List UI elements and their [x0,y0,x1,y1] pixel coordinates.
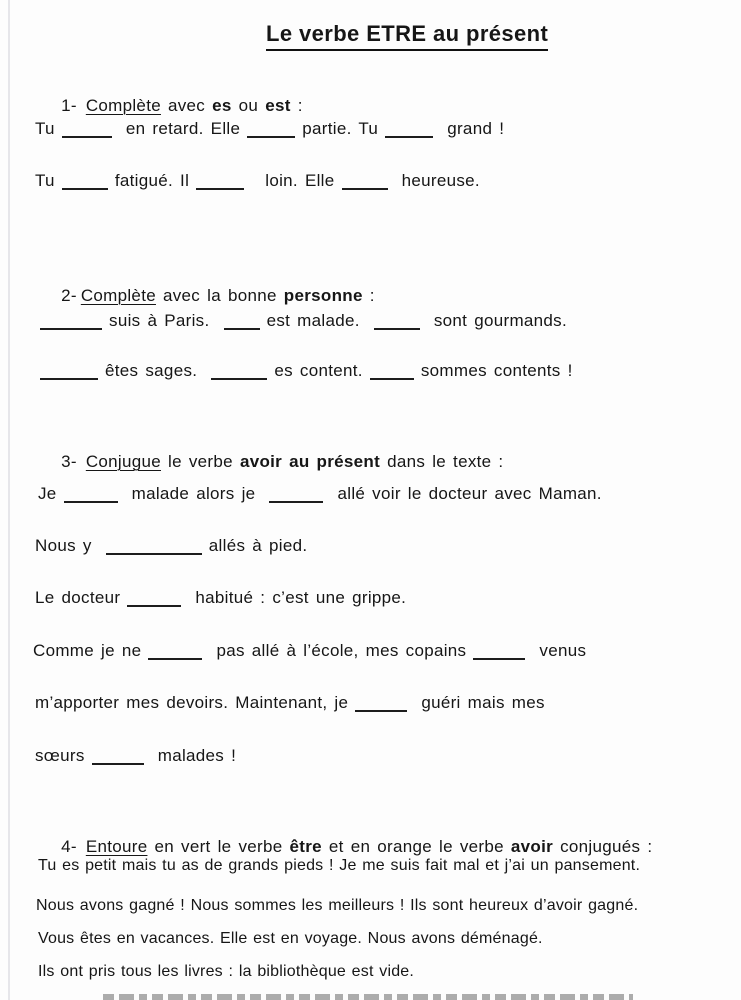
answer-blank [355,693,407,712]
answer-blank [92,746,144,765]
answer-blank [64,484,118,503]
text-segment: es content. [267,361,370,380]
exercise-1-instruction [86,96,303,115]
text-segment: partie. Tu [295,119,386,138]
text-segment: dans le texte : [380,452,504,471]
exercise-4-line-2 [36,897,638,915]
text-segment: est malade. [259,311,374,330]
exercise-3-header [33,432,503,492]
text-segment: allés à pied. [201,536,308,555]
text-segment: Tu es petit mais tu as de grands pieds ! Je me suis fait mal et j’ai un pansement. [38,857,641,874]
text-segment: malade alors je [117,484,270,503]
text-segment: habitué : c’est une grippe. [181,588,407,607]
answer-blank [211,361,267,380]
exercise-3-number: 3- [61,452,77,471]
text-segment: Nous avons gagné ! Nous sommes les meilleurs ! Ils sont heureux d’avoir gagné. [36,897,639,914]
text-segment: êtes sages. [98,361,212,380]
text-segment: le verbe [161,452,240,471]
exercise-1-line-1 [35,119,504,139]
text-segment: en vert le verbe [147,837,290,856]
text-segment: Vous êtes en vacances. Elle est en voyage. Nous avons déménagé. [38,930,543,947]
text-segment: sont gourmands. [419,311,567,330]
text-segment: Complète [85,96,161,115]
worksheet-title: Le verbe ETRE au présent [266,21,548,51]
text-segment: sœurs [35,746,92,765]
truncated-line-artifact [103,994,633,1000]
text-segment: Le docteur [35,588,128,607]
text-segment: heureuse. [387,171,480,190]
answer-blank [269,484,323,503]
exercise-3-line-6 [35,746,236,766]
exercise-3-line-3 [35,588,406,608]
exercise-4-line-1 [38,857,640,875]
text-segment: Entoure [85,837,148,856]
text-segment: conjugués : [553,837,653,856]
text-segment: : [290,96,303,115]
text-segment: Nous y [35,536,106,555]
text-segment: et en orange le verbe [321,837,511,856]
exercise-4-line-4 [38,963,414,981]
text-segment: personne [283,286,363,305]
text-segment: Je [38,484,64,503]
text-segment: grand ! [433,119,505,138]
text-segment: Conjugue [85,452,161,471]
exercise-3-instruction [86,452,504,471]
text-segment: Ils ont pris tous les livres : la bibliothèque est vide. [38,963,415,980]
answer-blank [62,119,112,138]
text-segment: est [265,96,291,115]
text-segment: es [212,96,232,115]
exercise-3-line-4 [33,641,586,661]
text-segment: pas allé à l’école, mes copains [202,641,474,660]
exercise-1-line-2 [35,171,480,191]
answer-blank [106,536,202,555]
text-segment: avoir [510,837,554,856]
text-segment: sommes contents ! [413,361,573,380]
answer-blank [224,311,260,330]
text-segment: ou [231,96,266,115]
answer-blank [148,641,202,660]
exercise-1-number: 1- [61,96,77,115]
text-segment: Complète [80,286,156,305]
exercise-4-number: 4- [61,837,77,856]
exercise-2-number: 2- [61,286,77,305]
text-segment: en retard. Elle [111,119,248,138]
text-segment: guéri mais mes [407,693,545,712]
exercise-3-line-2 [35,536,307,556]
exercise-4-line-3 [38,930,543,948]
answer-blank [247,119,295,138]
text-segment: avoir au présent [239,452,381,471]
exercise-2-line-2 [40,361,573,381]
answer-blank [374,311,420,330]
answer-blank [342,171,388,190]
text-segment: suis à Paris. [102,311,224,330]
text-segment: venus [525,641,587,660]
text-segment: fatigué. Il [107,171,197,190]
text-segment: m’apporter mes devoirs. Maintenant, je [35,693,356,712]
exercise-2-instruction [81,286,375,305]
scan-edge-artifact [8,0,10,1000]
text-segment: être [289,837,322,856]
exercise-3-line-1 [38,484,602,504]
text-segment: allé voir le docteur avec Maman. [323,484,602,503]
text-segment: Tu [35,171,62,190]
exercise-4-instruction [86,837,653,856]
text-segment: : [362,286,375,305]
text-segment: avec la bonne [155,286,284,305]
text-segment: loin. Elle [244,171,342,190]
exercise-2-line-1 [40,311,567,331]
answer-blank [385,119,433,138]
answer-blank [127,588,181,607]
answer-blank [473,641,525,660]
answer-blank [40,361,98,380]
text-segment: Comme je ne [33,641,149,660]
answer-blank [370,361,414,380]
text-segment: avec [160,96,213,115]
answer-blank [40,311,102,330]
exercise-3-line-5 [35,693,545,713]
text-segment: Tu [35,119,62,138]
answer-blank [62,171,108,190]
answer-blank [196,171,244,190]
text-segment: malades ! [143,746,237,765]
